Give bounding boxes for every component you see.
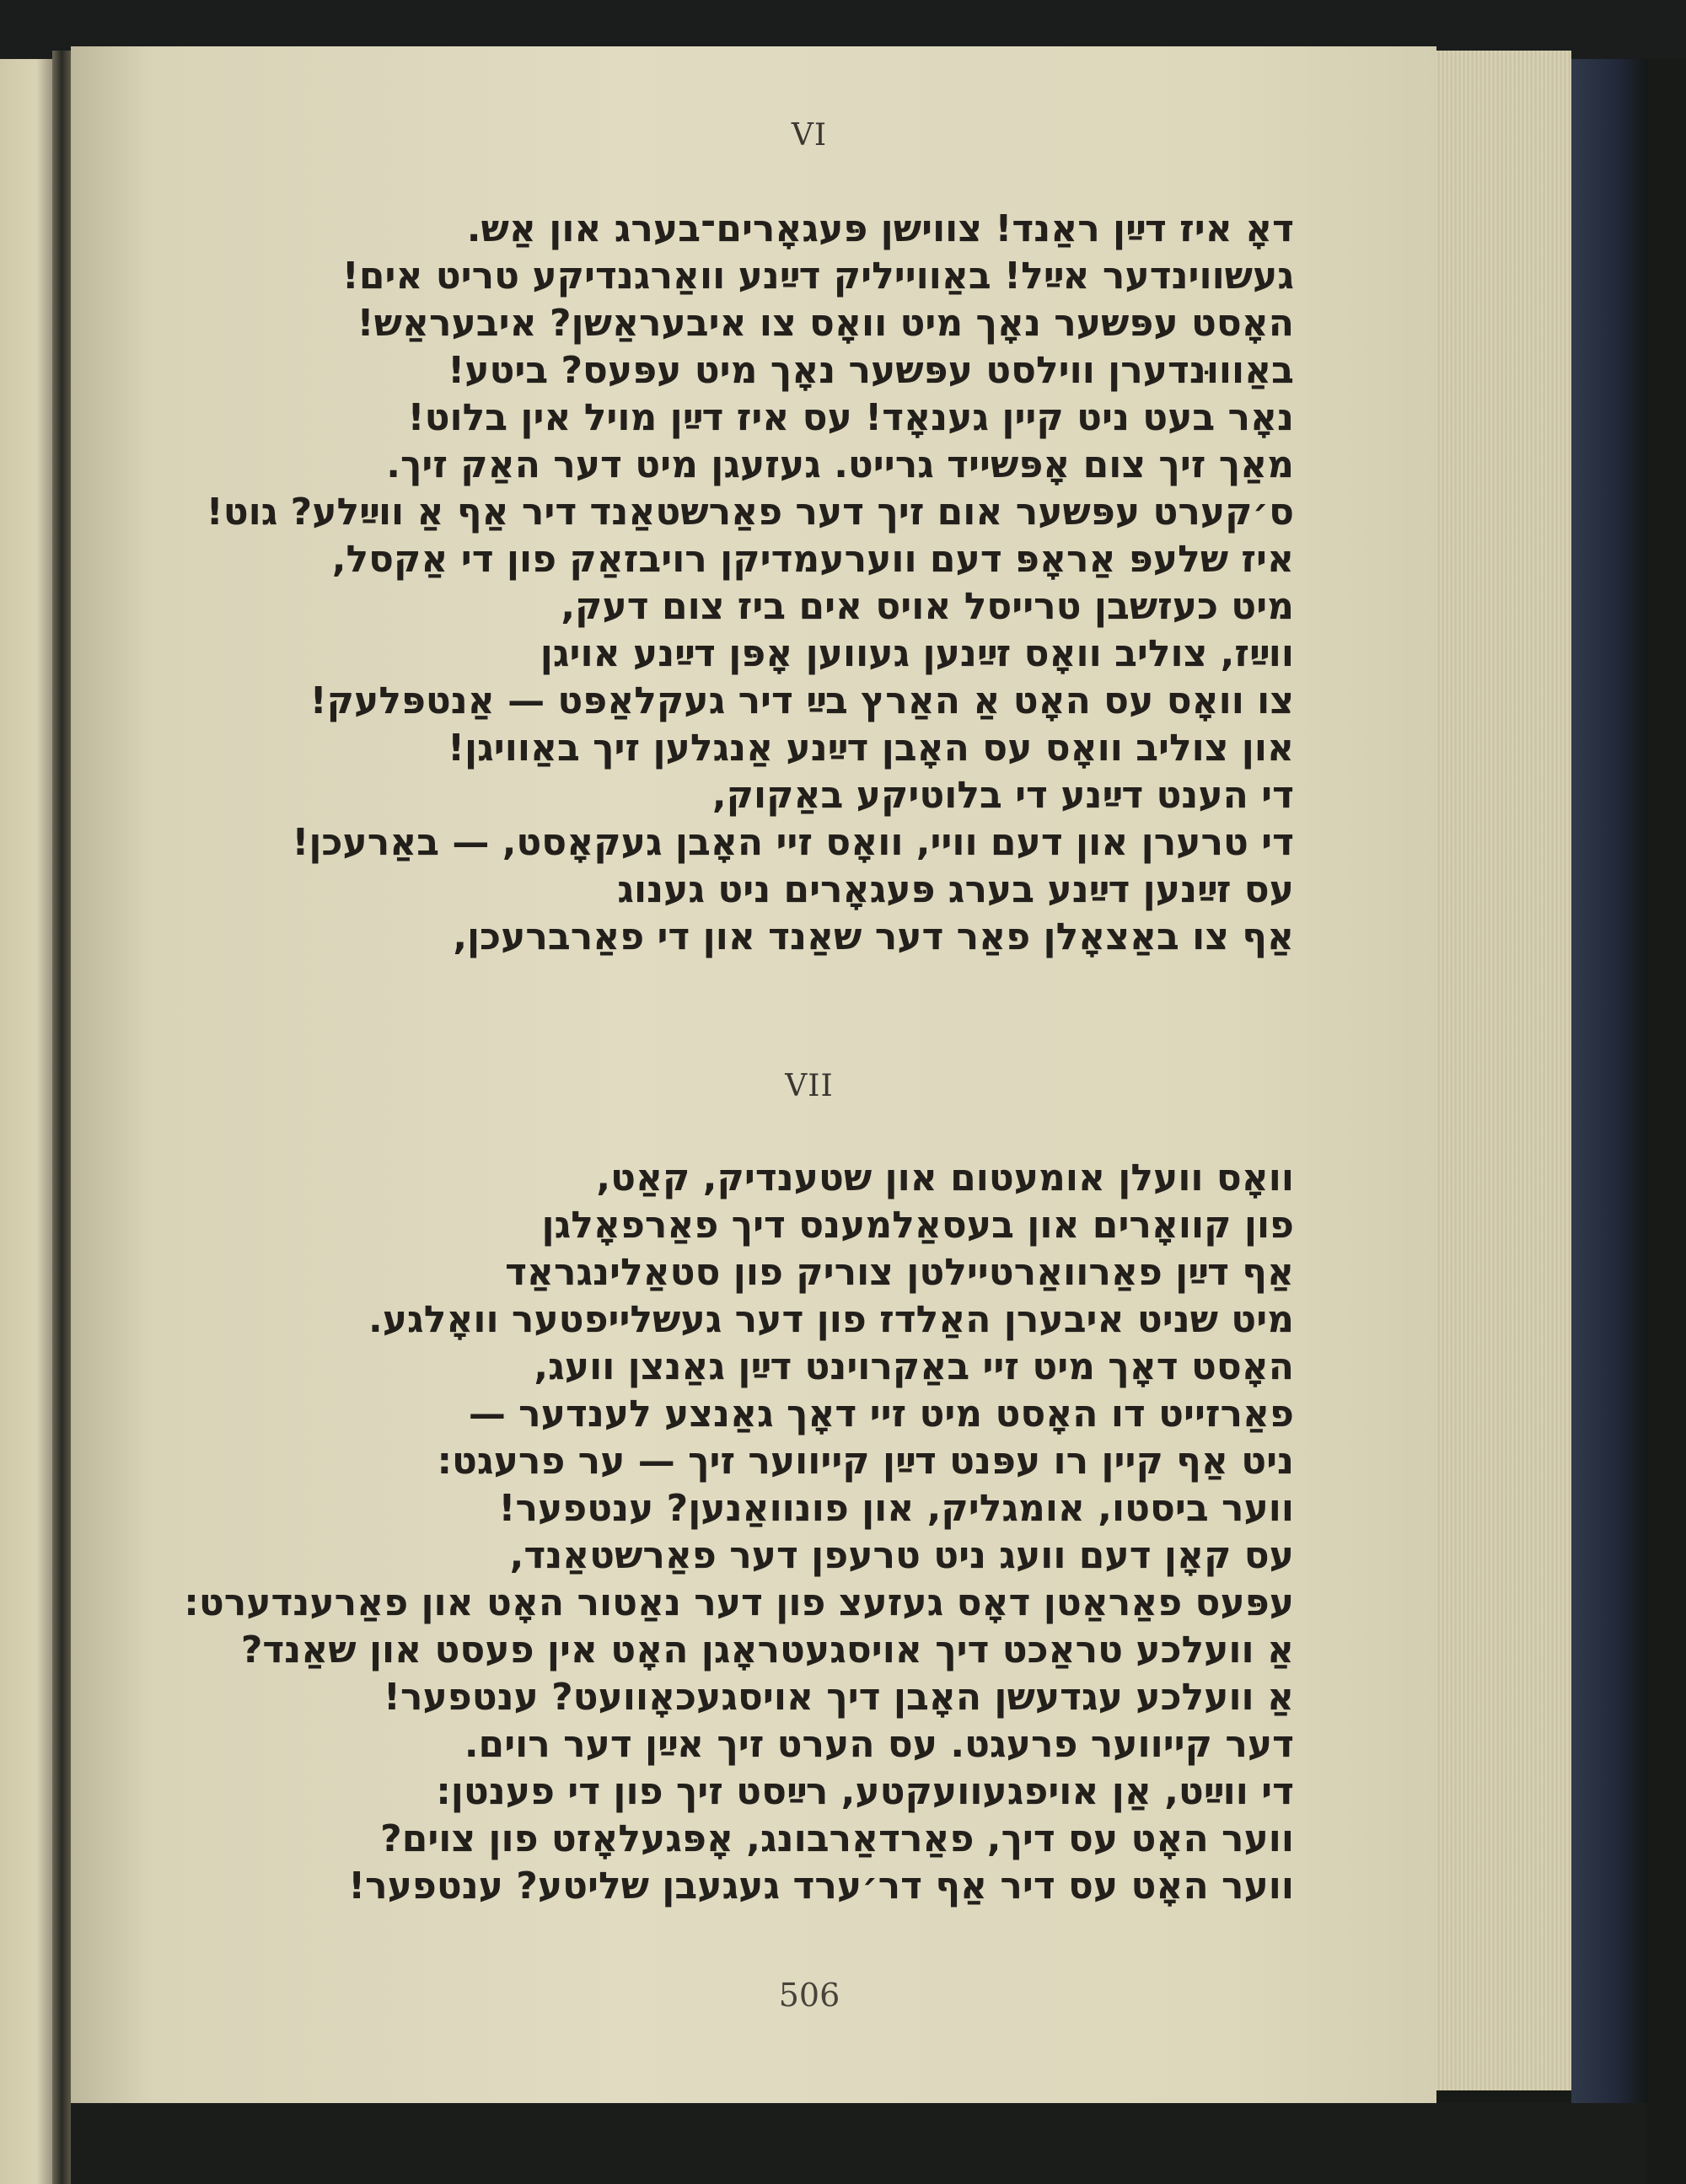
poem-line: ס׳קערט עפּשער אום זיך דער פאַרשטאַנד דיר אַף אַ ווײַלע? גוט! (206, 491, 1294, 534)
poem-line: צו וואָס עס האָט אַ האַרץ בײַ דיר געקלאַפּט — אַנטפּלעק! (309, 679, 1294, 722)
poem-line: ניט אַף קיין רו עפּנט דײַן קייווער זיך — ער פרעגט: (437, 1440, 1294, 1483)
poem-line: האָסט דאָך מיט זיי באַקרוינט דײַן גאַנצן וועג, (534, 1345, 1294, 1388)
stanza-heading-vii: VII (785, 1069, 834, 1103)
poem-line: נאָר בעט ניט קיין גענאָד! עס איז דײַן מויל אין בלוט! (407, 396, 1294, 439)
poem-line: די ווײַט, אַן אויפגעוועקטע, רײַסט זיך פון די פענטן: (436, 1770, 1294, 1813)
poem-line: געשווינדער אײַל! באַווייליק דײַנע וואַרגנדיקע טריט אים! (341, 255, 1294, 298)
poem-line: ווער האָט עס דיך, פאַרדאַרבונג, אָפּגעלאָזט פון צוים? (380, 1817, 1294, 1860)
book-cover-edge (1571, 59, 1647, 2124)
book-bottom-shadow (71, 2103, 1647, 2184)
poem-line: די טרערן און דעם וויי, וואָס זיי האָבן געקאָסט, — באַרעכן! (292, 821, 1294, 864)
poem-line: אַ וועלכע עגדעשן האָבן דיך אויסגעכאָוועט? ענטפער! (383, 1676, 1294, 1719)
poem-line: ווער האָט עס דיר אַף דר׳ערד געגעבן שליטע? ענטפער! (348, 1865, 1294, 1908)
poem-line: איז שלעפּ אַראָפּ דעם ווערעמדיקן רויבזאַק פון די אַקסל, (331, 538, 1294, 581)
book-gutter (52, 51, 71, 2184)
poem-line: האָסט עפּשער נאָך מיט וואָס צו איבעראַשן? איבעראַש! (357, 302, 1294, 345)
poem-line: אַף צו באַצאָלן פאַר דער שאַנד און די פאַרברעכן, (453, 915, 1294, 958)
poem-line: ווײַז, צוליב וואָס זײַנען געווען אָפּן דײַנע אויגן (540, 632, 1294, 675)
poem-line: און צוליב וואָס עס האָבן דײַנע אַנגלען זיך באַוויגן! (447, 727, 1294, 770)
page-number: 506 (778, 1977, 840, 2014)
poem-line: עס קאָן דעם וועג ניט טרעפן דער פאַרשטאַנד, (509, 1534, 1294, 1577)
stanza-heading-vi: VI (791, 118, 828, 153)
page-edges (1436, 51, 1571, 2090)
poem-line: באַוווּנדערן ווילסט עפּשער נאָך מיט עפּעס? ביטע! (448, 349, 1294, 392)
poem-line: עפּעס פאַראַטן דאָס געזעצ פון דער נאַטור האָט און פאַרענדערט: (184, 1581, 1294, 1624)
poem-line: וואָס וועלן אומעטום און שטענדיק, קאַט, (596, 1156, 1294, 1199)
poem-line: פון קוואָרים און בעסאַלמענס דיך פאַרפאָלגן (541, 1204, 1294, 1247)
poem-line: מאַך זיך צום אָפּשייד גרייט. געזעגן מיט דער האַק זיך. (386, 443, 1294, 486)
poem-line: אַף דײַן פאַרוואַרטיילטן צוריק פון סטאַלינגראַד (505, 1251, 1294, 1294)
poem-line: אַ וועלכע טראַכט דיך אויסגעטראָגן האָט אין פעסט און שאַנד? (240, 1629, 1294, 1672)
stanza-vii-text (160, 1155, 1294, 1910)
poem-line: פאַרזייט דו האָסט מיט זיי דאָך גאַנצע לענדער — (468, 1393, 1294, 1435)
poem-line: דאָ איז דײַן ראַנד! צווישן פּעגאָרים־בערג און אַש. (466, 207, 1294, 250)
poem-line: די הענט דײַנע די בלוטיקע באַקוק, (711, 774, 1294, 817)
poem-line: דער קייווער פרעגט. עס הערט זיך אײַן דער רוים. (464, 1723, 1294, 1766)
poem-line: מיט כעזשבן טרייסל אויס אים ביז צום דעק, (561, 585, 1294, 628)
poem-line: ווער ביסטו, אומגליק, און פונוואַנען? ענטפער! (498, 1487, 1294, 1530)
poem-line: עס זײַנען דײַנע בערג פּעגאָרים ניט גענוג (617, 868, 1294, 911)
left-page-edge (0, 59, 52, 2184)
stanza-vi-text (160, 206, 1294, 961)
poem-line: מיט שניט איבערן האַלדז פון דער געשלייפטער וואָלגע. (368, 1298, 1294, 1341)
